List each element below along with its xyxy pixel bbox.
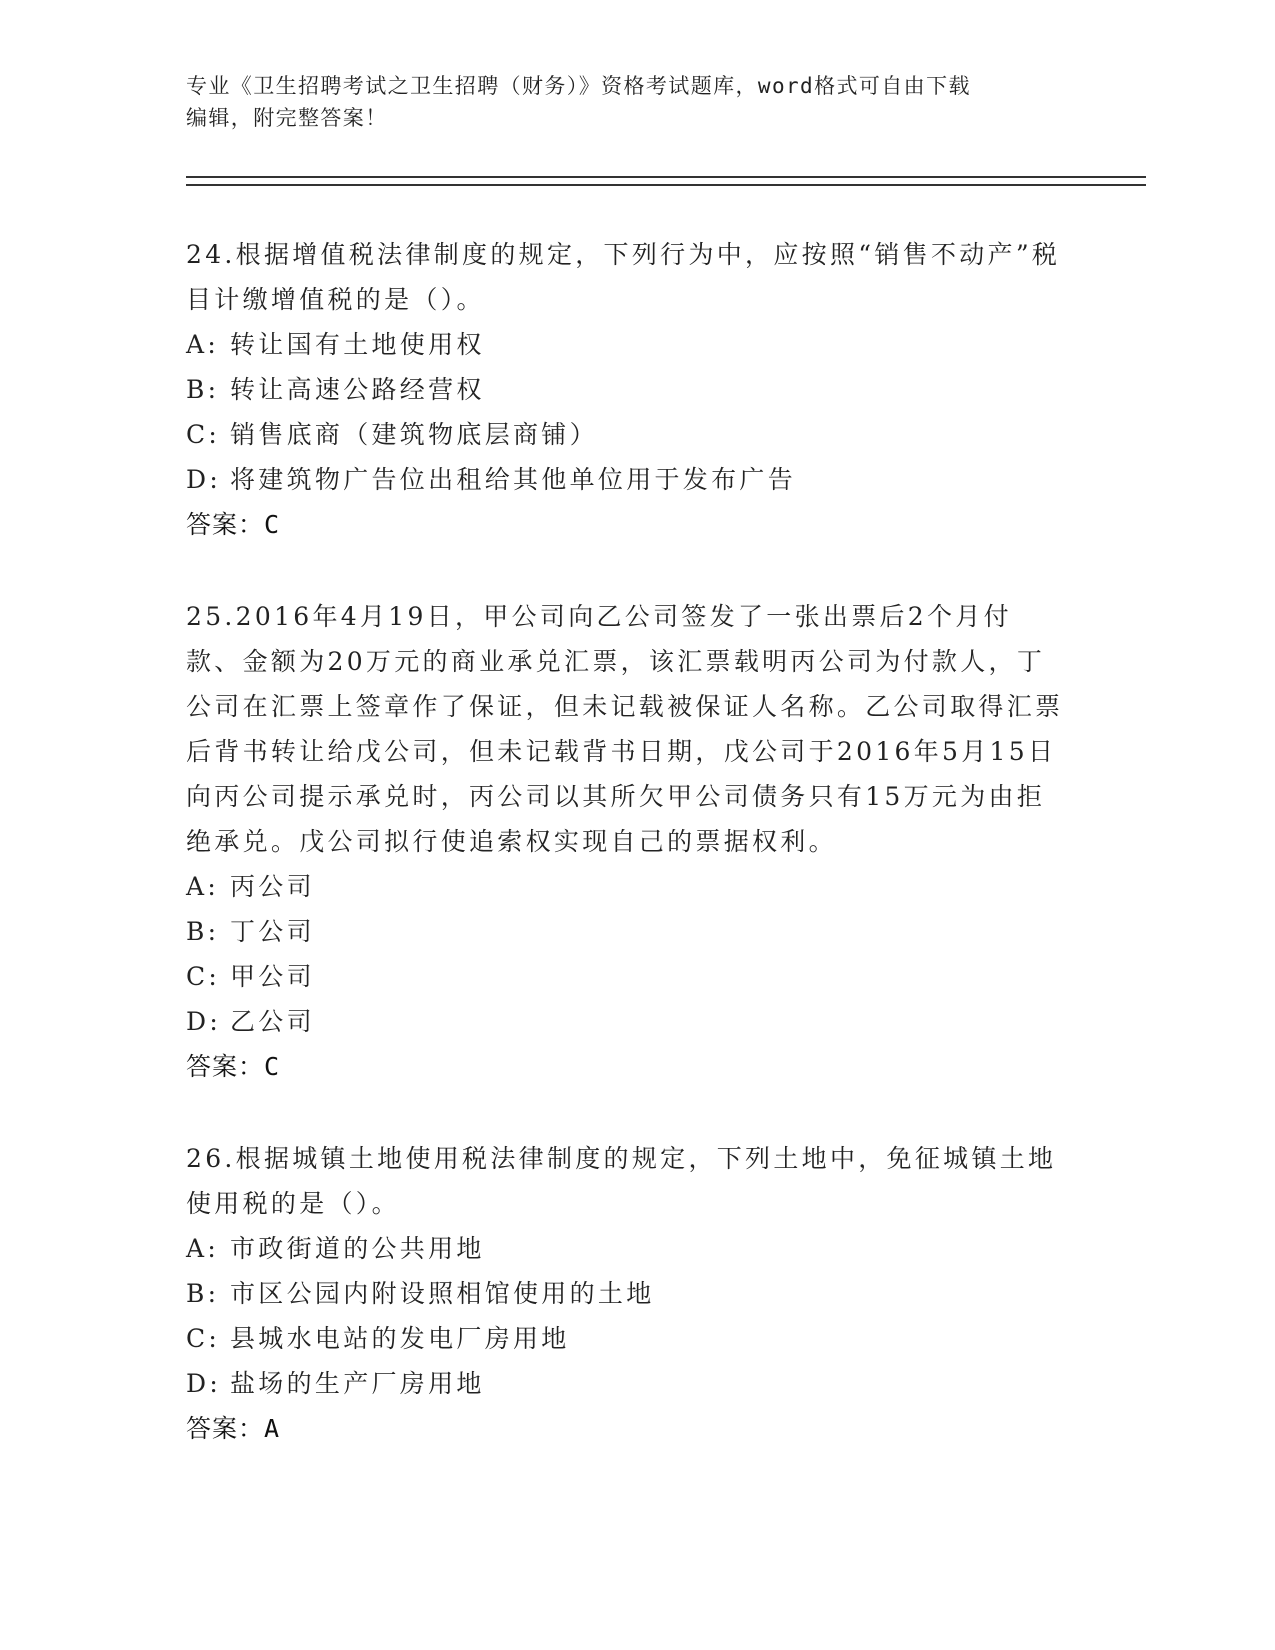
option-text: 丙公司 — [230, 872, 315, 901]
option-text: 转让高速公路经营权 — [230, 375, 485, 404]
answer-line: 答案：A — [186, 1414, 281, 1443]
option-letter: A: — [186, 1234, 220, 1263]
option-text: 将建筑物广告位出租给其他单位用于发布广告 — [230, 465, 797, 494]
option-text: 市区公园内附设照相馆使用的土地 — [230, 1279, 655, 1308]
header-line-2: 编辑，附完整答案！ — [186, 106, 388, 130]
option-letter: D: — [186, 1369, 222, 1398]
option-text: 市政街道的公共用地 — [230, 1234, 485, 1263]
header-divider — [186, 176, 1146, 186]
option-d — [186, 457, 1146, 502]
option-a — [186, 1226, 1146, 1271]
question-stem: 25.2016年4月19日，甲公司向乙公司签发了一张出票后2个月付款、金额为20万元的商业承兑汇票，该汇票载明丙公司为付款人，丁公司在汇票上签章作了保证，但未记载被保证人名称。乙公司取得汇票后背书转让给戊公司，但未记载背书日期，戊公司于2016年5月15日向丙公司提示承兑时，丙公司以其所欠甲公司债务只有15万元为由拒绝承兑。戊公司拟行使追索权实现自己的票据权利。 — [186, 602, 1064, 856]
option-letter: D: — [186, 1007, 222, 1036]
option-d — [186, 999, 1146, 1044]
question-stem: 26.根据城镇土地使用税法律制度的规定，下列土地中，免征城镇土地使用税的是（）。 — [186, 1144, 1057, 1218]
option-letter: A: — [186, 872, 220, 901]
option-c — [186, 1316, 1146, 1361]
question-stem: 24.根据增值税法律制度的规定，下列行为中，应按照“销售不动产”税目计缴增值税的是（）。 — [186, 240, 1061, 314]
option-letter: B: — [186, 375, 220, 404]
option-text: 县城水电站的发电厂房用地 — [230, 1324, 570, 1353]
header-line-1: 专业《卫生招聘考试之卫生招聘（财务）》资格考试题库，word格式可自由下载 — [186, 74, 971, 98]
option-a — [186, 322, 1146, 367]
answer-line: 答案：C — [186, 1052, 281, 1081]
answer-line: 答案：C — [186, 510, 281, 539]
option-letter: C: — [186, 962, 221, 991]
question-25 — [186, 594, 1146, 1089]
option-letter: A: — [186, 330, 220, 359]
option-c — [186, 412, 1146, 457]
option-letter: B: — [186, 1279, 220, 1308]
document-page — [186, 70, 1146, 1451]
document-header — [186, 70, 1066, 134]
option-a — [186, 864, 1146, 909]
question-26 — [186, 1136, 1146, 1451]
option-letter: C: — [186, 420, 221, 449]
option-letter: D: — [186, 465, 222, 494]
option-text: 盐场的生产厂房用地 — [230, 1369, 485, 1398]
option-letter: B: — [186, 917, 220, 946]
question-24 — [186, 232, 1146, 547]
option-c — [186, 954, 1146, 999]
option-d — [186, 1361, 1146, 1406]
option-text: 乙公司 — [230, 1007, 315, 1036]
option-b — [186, 367, 1146, 412]
option-b — [186, 1271, 1146, 1316]
option-text: 甲公司 — [230, 962, 315, 991]
option-text: 丁公司 — [230, 917, 315, 946]
option-text: 销售底商（建筑物底层商铺） — [230, 420, 598, 449]
option-text: 转让国有土地使用权 — [230, 330, 485, 359]
option-b — [186, 909, 1146, 954]
option-letter: C: — [186, 1324, 221, 1353]
